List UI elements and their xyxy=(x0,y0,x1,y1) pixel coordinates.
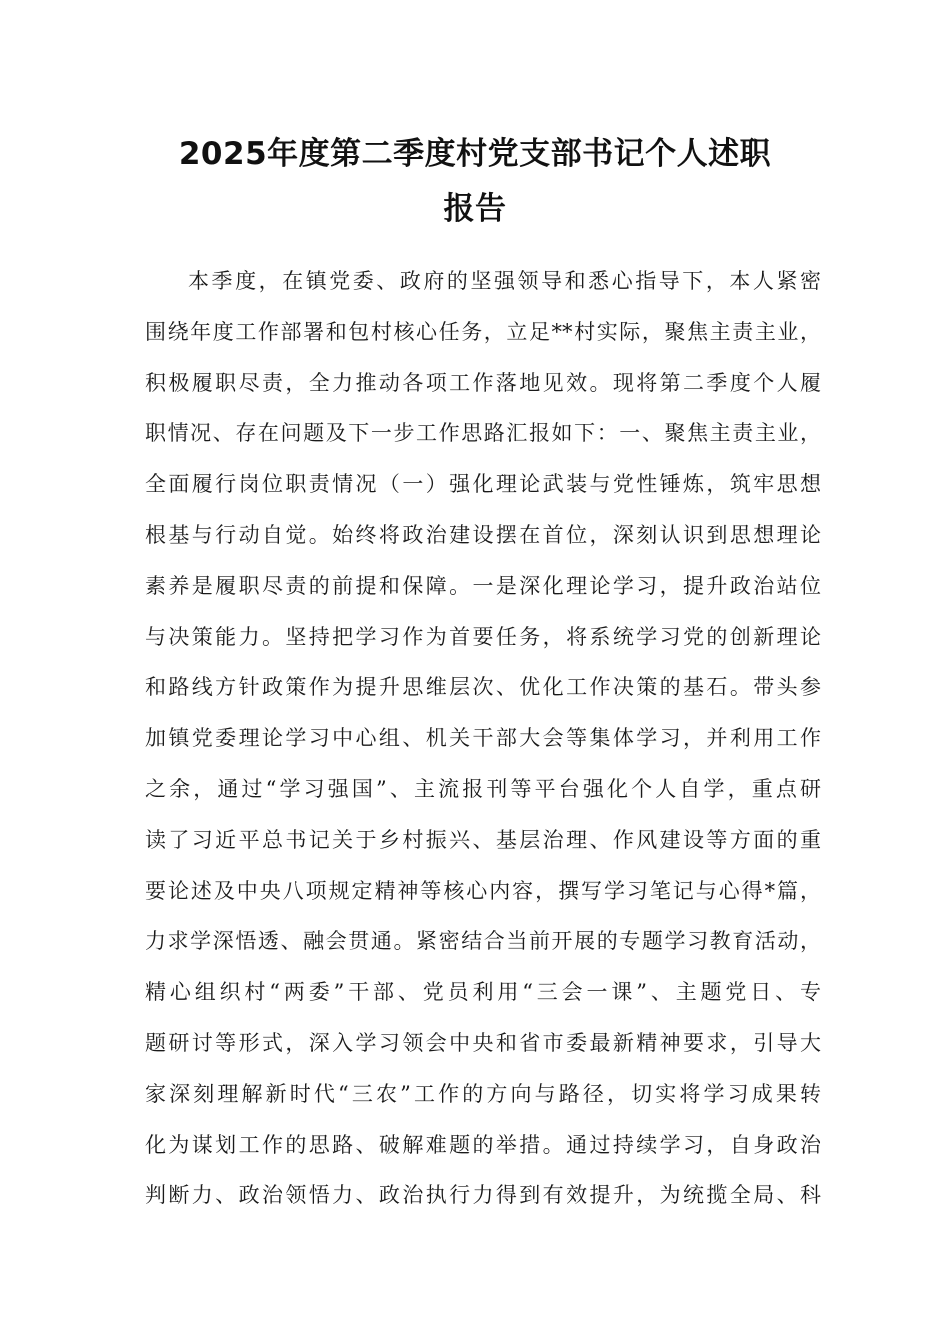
title-line-2: 报告 xyxy=(443,191,507,227)
body-line: 要论述及中央八项规定精神等核心内容，撰写学习笔记与心得*篇， xyxy=(145,878,821,903)
title-line-1: 2025年度第二季度村党支部书记个人述职 xyxy=(178,136,772,172)
body-line: 全面履行岗位职责情况（一）强化理论武装与党性锤炼，筑牢思想 xyxy=(145,472,821,497)
body-line: 题研讨等形式，深入学习领会中央和省市委最新精神要求，引导大 xyxy=(145,1030,821,1055)
body-line: 本季度，在镇党委、政府的坚强领导和悉心指导下，本人紧密 xyxy=(188,269,821,293)
body-line: 和路线方针政策作为提升思维层次、优化工作决策的基石。带头参 xyxy=(145,675,821,700)
body-line: 之余，通过“学习强国”、主流报刊等平台强化个人自学，重点研 xyxy=(145,776,821,801)
body-line: 根基与行动自觉。始终将政治建设摆在首位，深刻认识到思想理论 xyxy=(145,522,821,547)
body-line: 判断力、政治领悟力、政治执行力得到有效提升，为统揽全局、科 xyxy=(145,1183,821,1208)
body-line: 职情况、存在问题及下一步工作思路汇报如下：一、聚焦主责主业， xyxy=(145,421,821,446)
body-line: 力求学深悟透、融会贯通。紧密结合当前开展的专题学习教育活动， xyxy=(145,929,821,954)
body-line: 积极履职尽责，全力推动各项工作落地见效。现将第二季度个人履 xyxy=(145,370,821,395)
body-line: 家深刻理解新时代“三农”工作的方向与路径，切实将学习成果转 xyxy=(145,1081,821,1106)
document-title xyxy=(120,127,830,237)
body-line: 加镇党委理论学习中心组、机关干部大会等集体学习，并利用工作 xyxy=(145,726,821,751)
body-line: 读了习近平总书记关于乡村振兴、基层治理、作风建设等方面的重 xyxy=(145,827,821,852)
body-paragraph xyxy=(145,256,821,1221)
body-line: 围绕年度工作部署和包村核心任务，立足**村实际，聚焦主责主业， xyxy=(145,319,821,344)
body-line: 与决策能力。坚持把学习作为首要任务，将系统学习党的创新理论 xyxy=(145,624,821,649)
body-line: 化为谋划工作的思路、破解难题的举措。通过持续学习，自身政治 xyxy=(145,1132,821,1157)
body-line: 精心组织村“两委”干部、党员利用“三会一课”、主题党日、专 xyxy=(145,980,821,1005)
body-line: 素养是履职尽责的前提和保障。一是深化理论学习，提升政治站位 xyxy=(145,573,821,598)
